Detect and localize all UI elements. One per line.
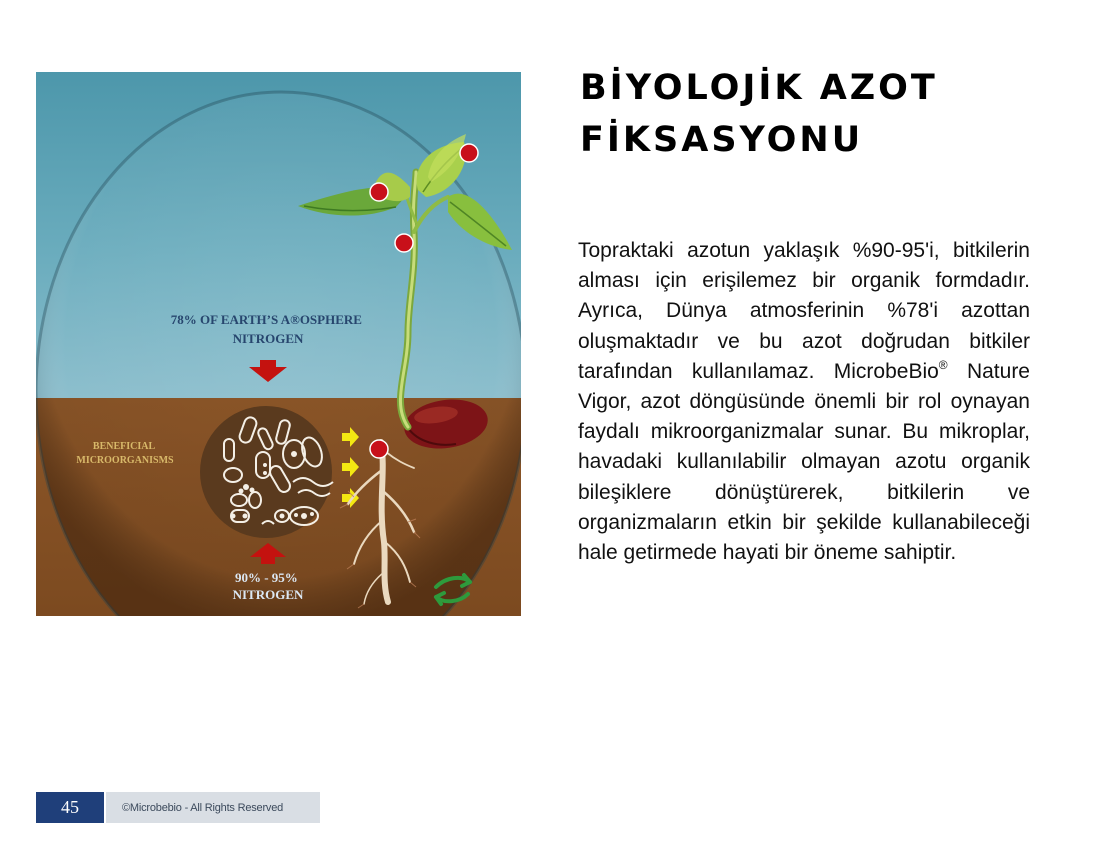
red-dot-icon — [370, 440, 388, 458]
red-dot-icon — [395, 234, 413, 252]
nitrogen-cycle-illustration — [36, 72, 521, 616]
soil-label-line2: NITROGEN — [232, 587, 304, 602]
registered-mark: ® — [938, 357, 948, 372]
red-dot-icon — [460, 144, 478, 162]
red-dot-icon — [370, 183, 388, 201]
page-number: 45 — [36, 792, 104, 823]
page-title — [580, 62, 1050, 166]
microbes-label-line2: MICROORGANISMS — [76, 455, 174, 466]
body-paragraph — [578, 236, 1030, 568]
microbes-label-line1: BENEFICIAL — [92, 441, 155, 452]
atmosphere-label-line1: 78% OF EARTH’S A®OSPHERE — [170, 312, 362, 327]
microorganism-disc — [200, 406, 333, 538]
title-line2: FİKSASYONU — [580, 120, 864, 160]
atmosphere-label-line2: NITROGEN — [232, 331, 304, 346]
paragraph-text-part1: Topraktaki azotun yaklaşık %90-95'i, bitkilerin alması için erişilemez bir organik formdadır. Ayrıca, Dünya atmosferinin %78'i azottan oluşmaktadır ve bu azot doğrudan bitkiler tarafından kullanılamaz. MicrobeBio — [578, 239, 1030, 383]
title-line1: BİYOLOJİK AZOT — [580, 68, 938, 108]
yellow-arrows — [342, 427, 359, 508]
copyright-notice: ©Microbebio - All Rights Reserved — [106, 792, 320, 823]
soil-label-line1: 90% - 95% — [234, 570, 298, 585]
paragraph-text-part2: Nature Vigor, azot döngüsünde önemli bir rol oynayan faydalı mikroorganizmalar sunar. Bu mikroplar, havadaki kullanılabilir olmayan azotu organik bileşiklere dönüştürerek, bitkilerin ve organizmaların etkin bir şekilde kullanabileceği hale getirmede hayati bir öneme sahiptir. — [578, 359, 1030, 565]
